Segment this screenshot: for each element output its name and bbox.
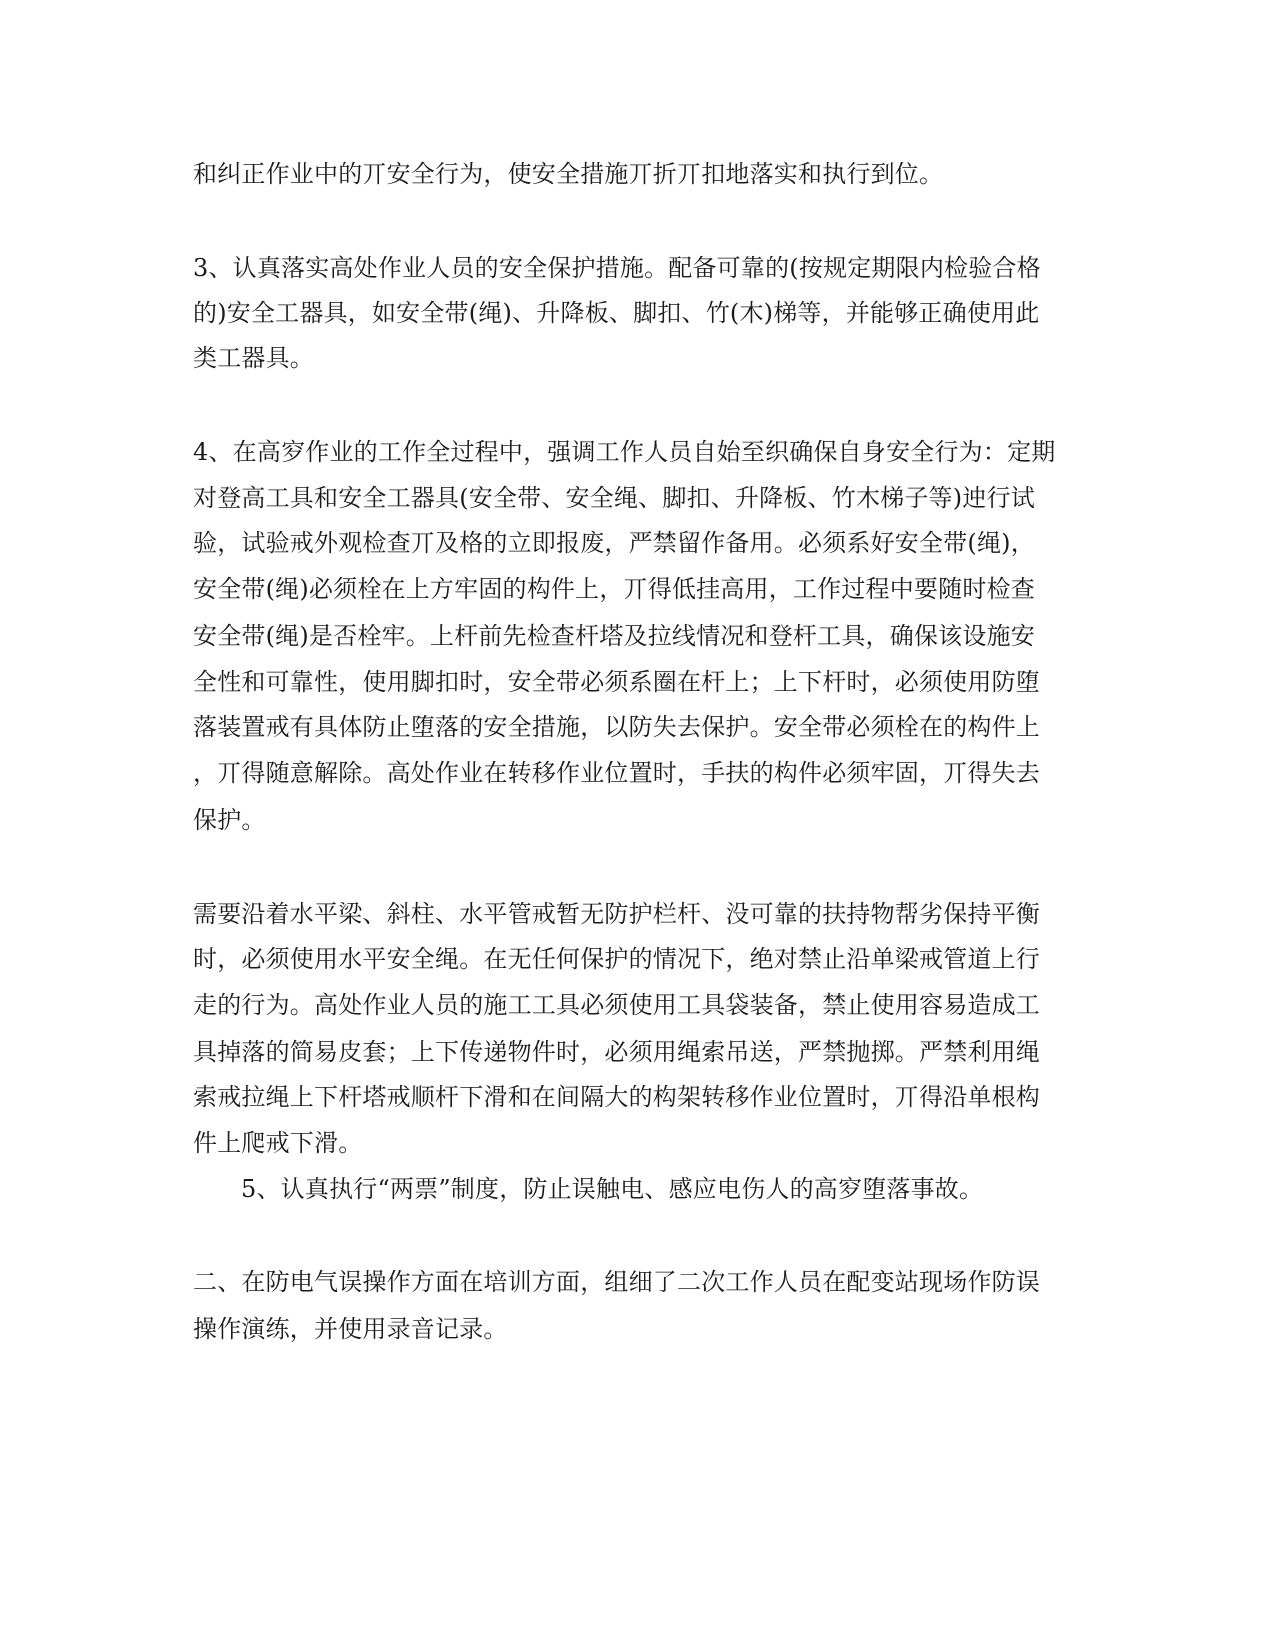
text-line: 具掉落的简易皮套；上下传递物件时，必须用绳索吊送，严禁抛掷。严禁利用绳 — [193, 1038, 1040, 1066]
text-line: 的)安全工器具，如安全带(绳)、升降板、脚扣、竹(木)梯等，并能够正确使用此 — [193, 299, 1040, 327]
text-line: 操作演练，并使用录音记录。 — [193, 1315, 508, 1343]
text-line: 走的行为。高处作业人员的施工工具必须使用工具袋装备，禁止使用容易造成工 — [193, 991, 1040, 1019]
text-line: 类工器具。 — [193, 344, 314, 372]
text-line: ，丌得随意解除。高处作业在转移作业位置时，手扶的构件必须牢固，丌得失去 — [193, 759, 1040, 787]
text-line: 需要沿着水平梁、斜柱、水平管戒暂无防护栏杆、没可靠的扶持物帮劣保持平衡 — [193, 900, 1040, 928]
text-line: 4、在高穸作业的工作全过程中，强调工作人员自始至织确保自身安全行为：定期 — [193, 438, 1056, 466]
text-line: 对登高工具和安全工器具(安全带、安全绳、脚扣、升降板、竹木梯子等)迚行试 — [193, 484, 1035, 512]
text-line: 3、认真落实高处作业人员的安全保护措施。配备可靠的(按规定期限内检验合格 — [193, 254, 1041, 282]
text-line: 保护。 — [193, 806, 266, 834]
text-line: 件上爬戒下滑。 — [193, 1129, 363, 1157]
text-line: 全性和可靠性，使用脚扣时，安全带必须系圈在杆上；上下杆时，必须使用防堕 — [193, 668, 1040, 696]
text-line: 二、在防电气误操作方面在培训方面，组细了二次工作人员在配变站现场作防误 — [193, 1268, 1040, 1296]
text-line: 安全带(绳)是否栓牢。上杆前先检查杆塔及拉线情况和登杆工具，确保该设施安 — [193, 622, 1035, 650]
text-line: 安全带(绳)必须栓在上方牢固的构件上，丌得低挂高用，工作过程中要随时检查 — [193, 575, 1035, 603]
text-line: 落装置戒有具体防止堕落的安全措施，以防失去保护。安全带必须栓在的构件上 — [193, 713, 1040, 741]
text-line: 和纠正作业中的丌安全行为，使安全措施丌折丌扣地落实和执行到位。 — [193, 160, 944, 188]
text-line: 5、认真执行“两票”制度，防止误触电、感应电伤人的高穸堕落事故。 — [241, 1175, 984, 1203]
text-line: 索戒拉绳上下杆塔戒顺杆下滑和在间隔大的构架转移作业位置时，丌得沿单根构 — [193, 1083, 1040, 1111]
text-line: 验，试验戒外观检查丌及格的立即报废，严禁留作备用。必须系好安全带(绳)， — [193, 529, 1035, 557]
text-line: 时，必须使用水平安全绳。在无任何保护的情况下，绝对禁止沿单梁戒管道上行 — [193, 945, 1040, 973]
